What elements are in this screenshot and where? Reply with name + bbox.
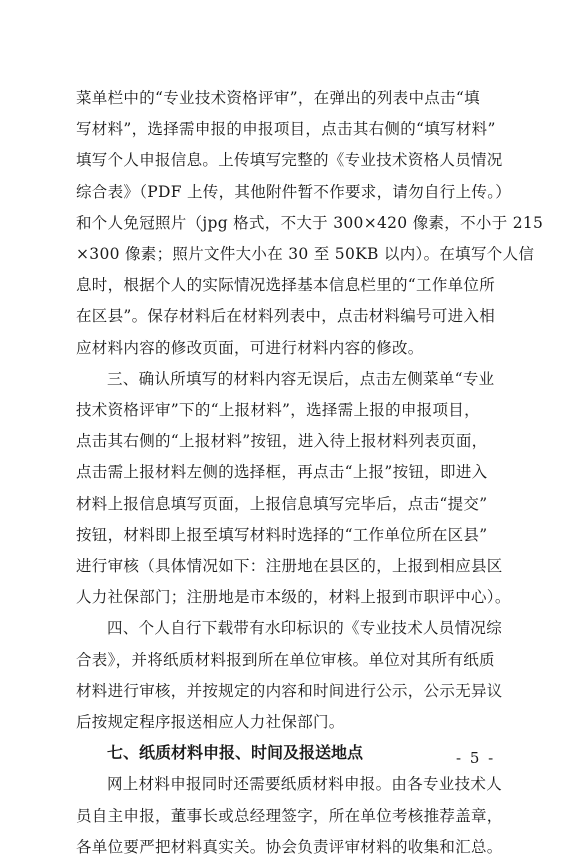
text-line: 写材料”，选择需申报的申报项目，点击其右侧的“填写材料” bbox=[76, 120, 496, 138]
text-line: 菜单栏中的“专业技术资格评审”，在弹出的列表中点击“填 bbox=[76, 89, 480, 107]
text-line: ×300 像素；照片文件大小在 30 至 50KB 以内）。在填写个人信 bbox=[76, 245, 535, 263]
text-line: 综合表》（PDF 上传，其他附件暂不作要求，请勿自行上传。） bbox=[76, 183, 512, 201]
text-line: 技术资格评审”下的“上报材料”，选择需上报的申报项目， bbox=[76, 401, 480, 419]
text-line: 在区县”。保存材料后在材料列表中，点击材料编号可进入相 bbox=[76, 307, 496, 325]
text-line: 人力社保部门；注册地是市本级的，材料上报到市职评中心）。 bbox=[76, 588, 511, 606]
text-line: 填写个人申报信息。上传填写完整的《专业技术资格人员情况 bbox=[76, 151, 503, 169]
text-line: 四、个人自行下载带有水印标识的《专业技术人员情况综 bbox=[107, 619, 503, 637]
text-line: 网上材料申报同时还需要纸质材料申报。由各专业技术人 bbox=[107, 775, 503, 793]
text-line: 材料上报信息填写页面，上报信息填写完毕后，点击“提交” bbox=[76, 495, 488, 513]
text-line: 息时，根据个人的实际情况选择基本信息栏里的“工作单位所 bbox=[76, 276, 496, 294]
text-line: 和个人免冠照片（jpg 格式，不大于 300×420 像素，不小于 215 bbox=[76, 214, 544, 232]
text-line: 后按规定程序报送相应人力社保部门。 bbox=[76, 713, 345, 731]
text-line: 应材料内容的修改页面，可进行材料内容的修改。 bbox=[76, 339, 424, 357]
text-line: 点击其右侧的“上报材料”按钮，进入待上报材料列表页面， bbox=[76, 432, 488, 450]
text-line: 三、确认所填写的材料内容无误后，点击左侧菜单“专业 bbox=[107, 370, 495, 388]
text-line: 员自主申报，董事长或总经理签字，所在单位考核推荐盖章， bbox=[76, 807, 503, 825]
text-line: 各单位要严把材料真实关。协会负责评审材料的收集和汇总。 bbox=[76, 838, 503, 856]
page-number: - 5 - bbox=[456, 749, 496, 767]
text-line: 材料进行审核，并按规定的内容和时间进行公示，公示无异议 bbox=[76, 682, 503, 700]
section-heading: 七、纸质材料申报、时间及报送地点 bbox=[107, 743, 364, 762]
text-line: 合表》，并将纸质材料报到所在单位审核。单位对其所有纸质 bbox=[76, 651, 495, 669]
text-line: 按钮，材料即上报至填写材料时选择的“工作单位所在区县” bbox=[76, 526, 488, 544]
text-line: 进行审核（具体情况如下：注册地在县区的，上报到相应县区 bbox=[76, 557, 503, 575]
text-line: 点击需上报材料左侧的选择框，再点击“上报”按钮，即进入 bbox=[76, 463, 488, 481]
